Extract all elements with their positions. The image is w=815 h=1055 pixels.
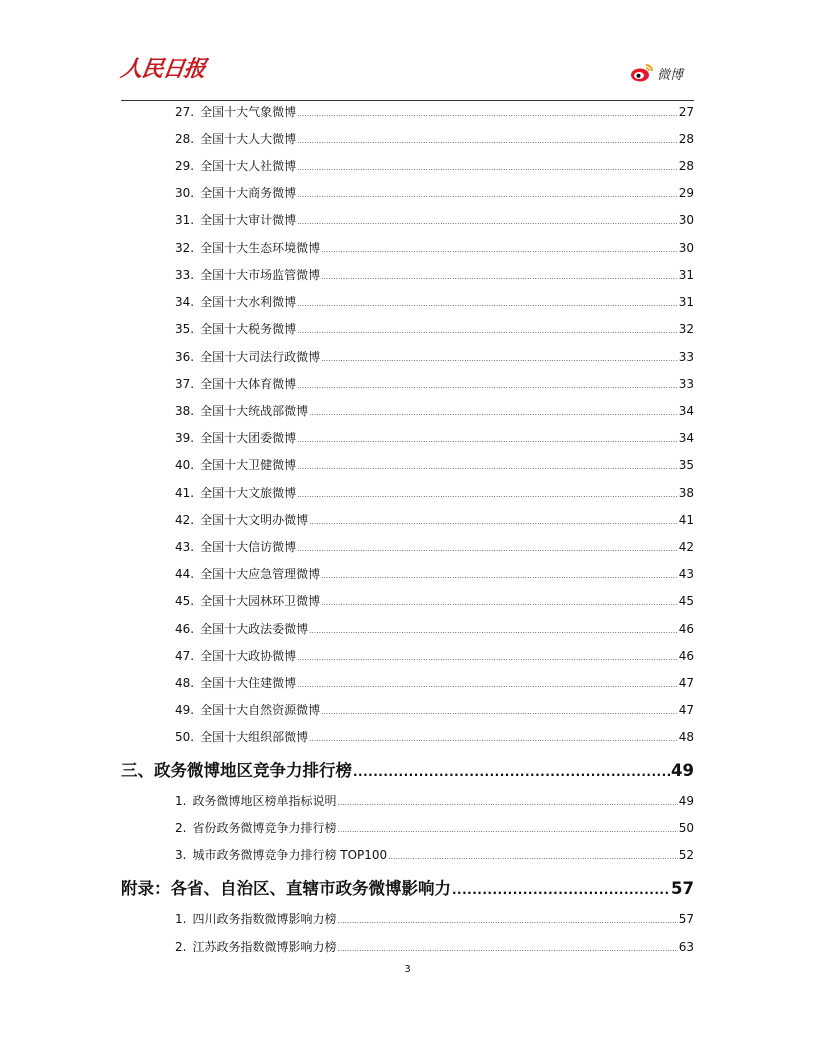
toc-item-title: 全国十大政协微博	[200, 649, 297, 663]
toc-leader	[337, 794, 677, 808]
toc-item[interactable]: 40. 全国十大卫健微博 ..... 35	[175, 456, 694, 472]
toc-leader	[337, 912, 677, 926]
toc-item-page: 43	[678, 567, 694, 581]
toc-item[interactable]: 35. 全国十大税务微博 ..... 32	[175, 320, 694, 336]
toc-item-title: 全国十大商务微博	[200, 186, 297, 200]
toc-item[interactable]: 3. 城市政务微博竞争力排行榜 TOP100 ..... 52	[175, 846, 694, 862]
toc-leader	[297, 186, 678, 200]
toc-item-page: 63	[678, 940, 694, 954]
toc-leader	[297, 159, 678, 173]
toc-leader	[309, 404, 678, 418]
toc-item[interactable]: 2. 省份政务微博竞争力排行榜 ..... 50	[175, 819, 694, 835]
page-number: 3	[404, 964, 411, 975]
toc-leader	[321, 594, 678, 608]
toc-item-title: 全国十大市场监管微博	[200, 268, 321, 282]
toc-leader	[297, 649, 678, 663]
toc-item[interactable]: 45. 全国十大园林环卫微博 ..... 45	[175, 592, 694, 608]
toc-item[interactable]: 47. 全国十大政协微博 ..... 46	[175, 647, 694, 663]
toc-item-page: 38	[678, 486, 694, 500]
toc-item-title: 全国十大审计微博	[200, 213, 297, 227]
toc-item-page: 32	[678, 322, 694, 336]
toc-item-title: 全国十大水利微博	[200, 295, 297, 309]
toc-item-title: 全国十大生态环境微博	[200, 241, 321, 255]
toc-item-page: 46	[678, 622, 694, 636]
toc-item-title: 全国十大政法委微博	[200, 622, 309, 636]
toc-appendix-heading[interactable]	[121, 875, 694, 897]
toc-leader	[297, 486, 678, 500]
toc-item-page: 47	[678, 676, 694, 690]
toc-item[interactable]: 49. 全国十大自然资源微博 ..... 47	[175, 701, 694, 717]
toc-item-title: 省份政务微博竞争力排行榜	[192, 821, 337, 835]
toc-item-page: 57	[678, 912, 694, 926]
toc-leader	[337, 940, 677, 954]
toc-item-page: 35	[678, 458, 694, 472]
toc-item[interactable]: 27. 全国十大气象微博 ..... 27	[175, 103, 694, 119]
toc-item-page: 28	[678, 159, 694, 173]
toc-item-page: 47	[678, 703, 694, 717]
toc-item[interactable]: 48. 全国十大住建微博 ..... 47	[175, 674, 694, 690]
toc-item[interactable]: 34. 全国十大水利微博 ..... 31	[175, 293, 694, 309]
toc-item-page: 42	[678, 540, 694, 554]
toc-section-heading[interactable]	[121, 757, 694, 779]
toc-section-page: 49	[671, 761, 694, 780]
toc-leader	[309, 730, 678, 744]
toc-item-title: 城市政务微博竞争力排行榜 TOP100	[192, 848, 388, 862]
toc-item-title: 全国十大住建微博	[200, 676, 297, 690]
toc-appendix-title: 附录：各省、自治区、直辖市政务微博影响力	[121, 879, 451, 898]
toc-leader	[388, 848, 678, 862]
toc-item-title: 全国十大文旅微博	[200, 486, 297, 500]
toc-item[interactable]: 39. 全国十大团委微博 ..... 34	[175, 429, 694, 445]
toc-leader	[321, 268, 678, 282]
toc-item[interactable]: 44. 全国十大应急管理微博 ..... 43	[175, 565, 694, 581]
toc-item[interactable]: 28. 全国十大人大微博 ..... 28	[175, 130, 694, 146]
toc-item[interactable]: 37. 全国十大体育微博 ..... 33	[175, 375, 694, 391]
toc-item-page: 52	[678, 848, 694, 862]
toc-item-title: 全国十大体育微博	[200, 377, 297, 391]
toc-leader	[297, 540, 678, 554]
toc-leader	[297, 431, 678, 445]
toc-leader	[297, 105, 678, 119]
weibo-logo-text: 微博	[657, 67, 684, 83]
toc-item-page: 30	[678, 213, 694, 227]
toc-item-title: 全国十大园林环卫微博	[200, 594, 321, 608]
toc-item-title: 全国十大卫健微博	[200, 458, 297, 472]
toc-item-page: 49	[678, 794, 694, 808]
toc-section-title: 三、政务微博地区竞争力排行榜	[121, 761, 352, 780]
toc-item[interactable]: 50. 全国十大组织部微博 ..... 48	[175, 728, 694, 744]
toc-item-page: 50	[678, 821, 694, 835]
toc-item-title: 全国十大人社微博	[200, 159, 297, 173]
toc-item-title: 全国十大组织部微博	[200, 730, 309, 744]
toc-item-page: 31	[678, 268, 694, 282]
toc-leader	[309, 622, 678, 636]
toc-item-page: 46	[678, 649, 694, 663]
toc-leader	[321, 567, 678, 581]
toc-leader	[452, 879, 670, 898]
toc-item-page: 41	[678, 513, 694, 527]
toc-item-title: 全国十大信访微博	[200, 540, 297, 554]
toc-leader	[321, 350, 678, 364]
toc-item-title: 四川政务指数微博影响力榜	[192, 912, 337, 926]
weibo-eye-icon	[630, 63, 654, 83]
toc-item-title: 全国十大税务微博	[200, 322, 297, 336]
toc-leader	[353, 761, 670, 780]
toc-item[interactable]: 32. 全国十大生态环境微博 ..... 30	[175, 239, 694, 255]
toc-item-page: 28	[678, 132, 694, 146]
toc-item-page: 33	[678, 377, 694, 391]
toc-item-title: 全国十大文明办微博	[200, 513, 309, 527]
toc-item[interactable]: 42. 全国十大文明办微博 ..... 41	[175, 511, 694, 527]
toc-leader	[297, 676, 678, 690]
toc-item[interactable]: 46. 全国十大政法委微博 ..... 46	[175, 620, 694, 636]
people-daily-logo: 人民日报	[118, 56, 207, 82]
toc-item-page: 34	[678, 404, 694, 418]
toc-leader	[309, 513, 678, 527]
toc-item-page: 34	[678, 431, 694, 445]
toc-item-page: 45	[678, 594, 694, 608]
toc-item-page: 48	[678, 730, 694, 744]
toc-item-page: 27	[678, 105, 694, 119]
toc-leader	[337, 821, 677, 835]
toc-item-page: 33	[678, 350, 694, 364]
toc-leader	[297, 377, 678, 391]
toc-leader	[297, 213, 678, 227]
toc-item-page: 29	[678, 186, 694, 200]
toc-item-page: 31	[678, 295, 694, 309]
toc-item[interactable]: 2. 江苏政务指数微博影响力榜 ..... 63	[175, 938, 694, 954]
toc-item-title: 江苏政务指数微博影响力榜	[192, 940, 337, 954]
toc-item[interactable]: 41. 全国十大文旅微博 ..... 38	[175, 484, 694, 500]
toc-item[interactable]: 38. 全国十大统战部微博 ..... 34	[175, 402, 694, 418]
toc-leader	[297, 295, 678, 309]
toc-leader	[297, 458, 678, 472]
toc-item[interactable]: 36. 全国十大司法行政微博 ..... 33	[175, 348, 694, 364]
toc-appendix-page: 57	[671, 879, 694, 898]
header-divider	[121, 100, 694, 101]
toc-item[interactable]: 33. 全国十大市场监管微博 ..... 31	[175, 266, 694, 282]
toc-item-title: 全国十大气象微博	[200, 105, 297, 119]
toc-item[interactable]: 1. 四川政务指数微博影响力榜 ..... 57	[175, 910, 694, 926]
toc-item-title: 全国十大团委微博	[200, 431, 297, 445]
toc-item[interactable]: 1. 政务微博地区榜单指标说明 ..... 49	[175, 792, 694, 808]
toc-leader	[321, 241, 678, 255]
toc-item-title: 政务微博地区榜单指标说明	[192, 794, 337, 808]
toc-item[interactable]: 31. 全国十大审计微博 ..... 30	[175, 211, 694, 227]
toc-item[interactable]: 43. 全国十大信访微博 ..... 42	[175, 538, 694, 554]
weibo-logo	[630, 62, 683, 84]
toc-item-title: 全国十大统战部微博	[200, 404, 309, 418]
toc-item[interactable]: 30. 全国十大商务微博 ..... 29	[175, 184, 694, 200]
toc-leader	[321, 703, 678, 717]
toc-item-title: 全国十大应急管理微博	[200, 567, 321, 581]
toc-leader	[297, 322, 678, 336]
toc-item[interactable]: 29. 全国十大人社微博 ..... 28	[175, 157, 694, 173]
toc-item-title: 全国十大自然资源微博	[200, 703, 321, 717]
toc-item-title: 全国十大人大微博	[200, 132, 297, 146]
toc-item-title: 全国十大司法行政微博	[200, 350, 321, 364]
toc-item-page: 30	[678, 241, 694, 255]
toc-leader	[297, 132, 678, 146]
